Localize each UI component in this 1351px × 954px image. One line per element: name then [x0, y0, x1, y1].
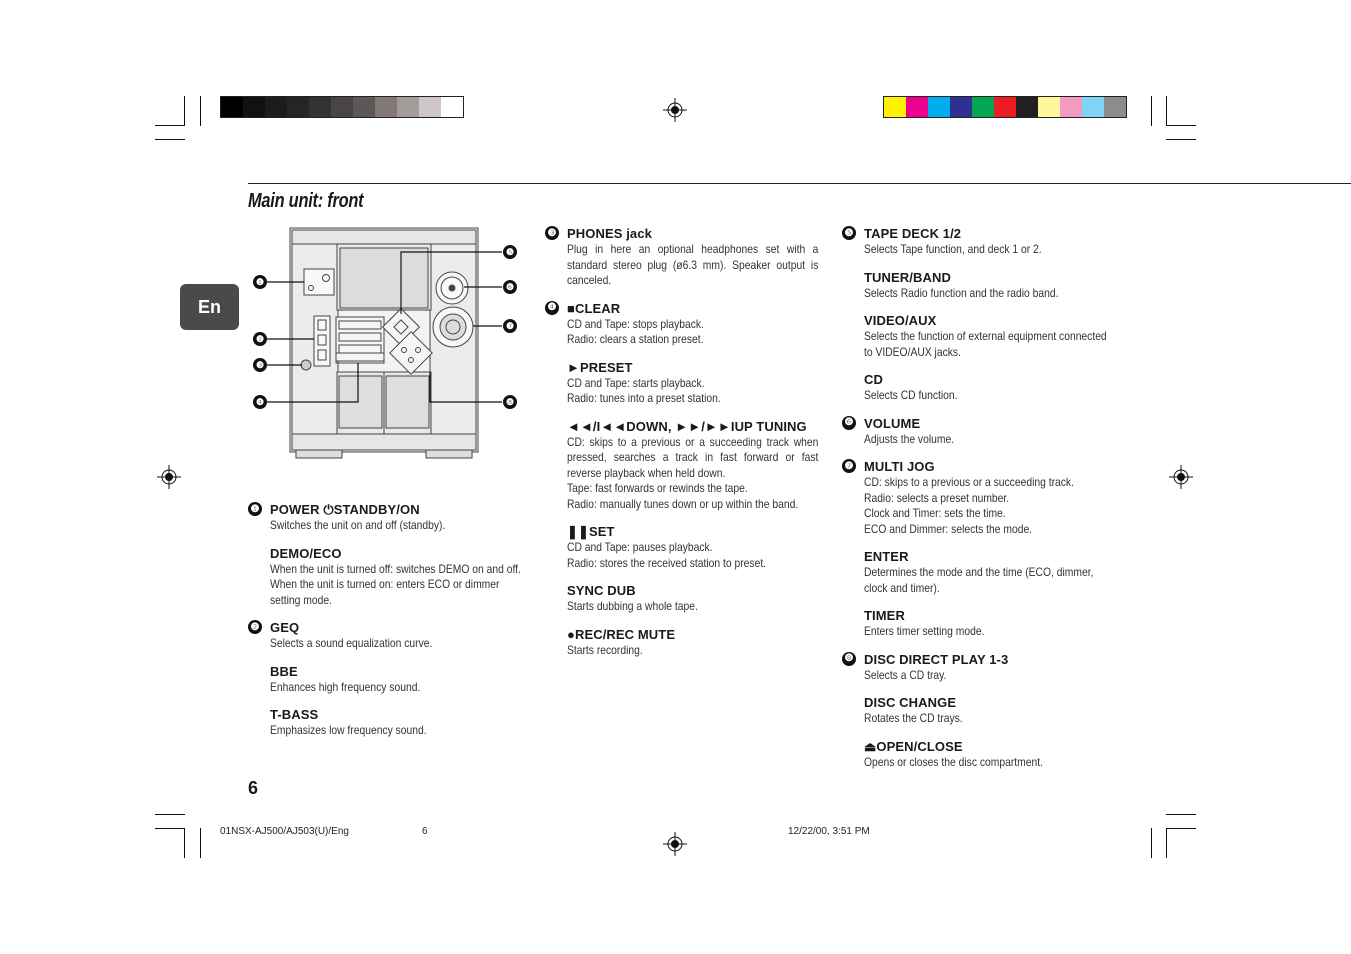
control-entry: [864, 549, 1116, 596]
callout-number-badge: ❺: [842, 226, 856, 240]
control-description: Selects a CD tray.: [864, 667, 947, 682]
control-name: PHONES jack: [567, 226, 652, 241]
control-entry: [864, 372, 1116, 404]
control-entry: [844, 226, 1116, 258]
control-entry: [567, 419, 819, 513]
callout-number-badge: ❷: [248, 620, 262, 634]
control-entry: [567, 627, 819, 659]
control-entry: [270, 664, 528, 696]
control-name: SYNC DUB: [567, 583, 636, 598]
control-entry: [270, 707, 528, 739]
controls-column-3: [844, 226, 1116, 782]
control-name: VIDEO/AUX: [864, 313, 937, 328]
color-swatch: [331, 97, 353, 117]
control-entry: [547, 300, 819, 348]
control-entry: [567, 360, 819, 407]
control-entry: [844, 651, 1116, 684]
control-name: ◄◄/I◄◄DOWN, ►►/►►IUP TUNING: [567, 418, 807, 434]
control-description: Selects the function of external equipment connected to VIDEO/AUX jacks.: [864, 329, 1107, 359]
callout-4: ❹: [253, 395, 267, 409]
control-description: Selects Tape function, and deck 1 or 2.: [864, 242, 1042, 256]
callout-number-badge: ❶: [248, 502, 262, 516]
language-tab: En: [180, 284, 239, 330]
control-description: When the unit is turned off: switches DEMO on and off. When the unit is turned on: enters ECO or dimmer setting mode.: [270, 561, 521, 607]
control-entry: [250, 620, 528, 652]
control-description: Starts recording.: [567, 642, 643, 657]
callout-number-badge: ❸: [545, 226, 559, 240]
control-name: ■CLEAR: [567, 300, 621, 316]
control-name: BBE: [270, 663, 298, 679]
color-calibration-bar: [883, 96, 1127, 118]
color-swatch: [243, 97, 265, 117]
control-name: ►PRESET: [567, 359, 633, 375]
control-description: Enters timer setting mode.: [864, 624, 985, 638]
control-name: T-BASS: [270, 707, 319, 722]
control-description: Selects CD function.: [864, 388, 958, 402]
callout-3: ❸: [253, 358, 267, 372]
color-swatch: [972, 97, 994, 117]
color-swatch: [287, 97, 309, 117]
control-description: CD and Tape: starts playback. Radio: tunes into a preset station.: [567, 375, 721, 405]
footer-filename: 01NSX-AJ500/AJ503(U)/Eng: [220, 826, 349, 837]
registration-mark-icon: [157, 465, 181, 489]
registration-mark-icon: [663, 98, 687, 122]
color-swatch: [884, 97, 906, 117]
callout-number-badge: ❼: [842, 459, 856, 473]
control-description: CD: skips to a previous or a succeeding track. Radio: selects a preset number. Clock and Timer: sets the time. ECO and Dimmer: selects the mode.: [864, 475, 1074, 536]
controls-column-1: [250, 502, 528, 751]
control-name: ⏏OPEN/CLOSE: [864, 738, 963, 754]
control-entry: [864, 695, 1116, 727]
footer-timestamp: 12/22/00, 3:51 PM: [788, 826, 870, 837]
control-description: CD and Tape: stops playback. Radio: clears a station preset.: [567, 316, 704, 346]
control-name: DEMO/ECO: [270, 545, 342, 561]
footer-page: 6: [422, 826, 428, 837]
control-name: VOLUME: [864, 415, 921, 431]
controls-column-2: [547, 226, 819, 670]
color-swatch: [265, 97, 287, 117]
callout-number-badge: ❽: [842, 652, 856, 666]
callout-7: ❼: [503, 319, 517, 333]
control-name: DISC DIRECT PLAY 1-3: [864, 651, 1009, 667]
color-swatch: [1060, 97, 1082, 117]
callout-5: ❺: [503, 245, 517, 259]
control-name: MULTI JOG: [864, 459, 935, 474]
page-number: 6: [248, 778, 259, 798]
callout-2: ❷: [253, 332, 267, 346]
header-rule: [248, 183, 1351, 184]
control-description: Adjusts the volume.: [864, 431, 955, 446]
color-swatch: [397, 97, 419, 117]
control-description: Switches the unit on and off (standby).: [270, 518, 446, 532]
color-swatch: [994, 97, 1016, 117]
control-entry: [547, 226, 819, 289]
color-swatch: [1038, 97, 1060, 117]
control-description: Selects a sound equalization curve.: [270, 636, 433, 650]
registration-mark-icon: [663, 832, 687, 856]
callout-number-badge: ❹: [545, 301, 559, 315]
callout-8: ❽: [503, 395, 517, 409]
section-title: Main unit: front: [248, 190, 364, 212]
control-description: Selects Radio function and the radio band.: [864, 285, 1059, 300]
control-name: ENTER: [864, 549, 909, 564]
control-entry: [844, 459, 1116, 537]
control-name: TAPE DECK 1/2: [864, 226, 962, 241]
callout-6: ❻: [503, 280, 517, 294]
control-entry: [270, 546, 528, 609]
registration-mark-icon: [1169, 465, 1193, 489]
color-swatch: [1016, 97, 1038, 117]
color-swatch: [375, 97, 397, 117]
color-swatch: [419, 97, 441, 117]
control-entry: [864, 739, 1116, 771]
control-name: TUNER/BAND: [864, 269, 951, 285]
color-swatch: [353, 97, 375, 117]
control-description: Emphasizes low frequency sound.: [270, 723, 427, 737]
main-unit-front-diagram: [240, 222, 530, 467]
control-description: CD and Tape: pauses playback. Radio: stores the received station to preset.: [567, 540, 767, 570]
control-entry: [567, 524, 819, 571]
callout-1: ❶: [253, 275, 267, 289]
control-name: DISC CHANGE: [864, 695, 957, 710]
control-name: GEQ: [270, 620, 300, 635]
control-entry: [567, 583, 819, 615]
color-swatch: [1104, 97, 1126, 117]
grayscale-calibration-bar: [220, 96, 464, 118]
callout-number-badge: ❻: [842, 416, 856, 430]
color-swatch: [950, 97, 972, 117]
color-swatch: [441, 97, 463, 117]
control-description: Determines the mode and the time (ECO, dimmer, clock and timer).: [864, 565, 1094, 595]
control-entry: [864, 270, 1116, 302]
control-description: Rotates the CD trays.: [864, 711, 963, 725]
color-swatch: [221, 97, 243, 117]
color-swatch: [906, 97, 928, 117]
control-entry: [864, 313, 1116, 360]
control-description: Enhances high frequency sound.: [270, 679, 421, 694]
control-description: Starts dubbing a whole tape.: [567, 599, 698, 613]
control-name: TIMER: [864, 608, 905, 623]
control-entry: [844, 415, 1116, 448]
control-name: CD: [864, 372, 883, 387]
control-entry: [864, 608, 1116, 640]
color-swatch: [309, 97, 331, 117]
control-description: Opens or closes the disc compartment.: [864, 754, 1043, 769]
control-name: ●REC/REC MUTE: [567, 626, 676, 642]
control-description: CD: skips to a previous or a succeeding track when pressed, searches a track in fast forward or fast reverse playback when held down. Tape: fast forwards or rewinds the tape. Radio: manually tunes down or up within the band.: [567, 434, 819, 511]
control-name: POWER ⏻STANDBY/ON: [270, 502, 420, 517]
control-name: ❚❚SET: [567, 524, 615, 539]
color-swatch: [1082, 97, 1104, 117]
control-description: Plug in here an optional headphones set with a standard stereo plug (ø6.3 mm). Speaker output is canceled.: [567, 242, 819, 287]
control-entry: [250, 502, 528, 534]
color-swatch: [928, 97, 950, 117]
